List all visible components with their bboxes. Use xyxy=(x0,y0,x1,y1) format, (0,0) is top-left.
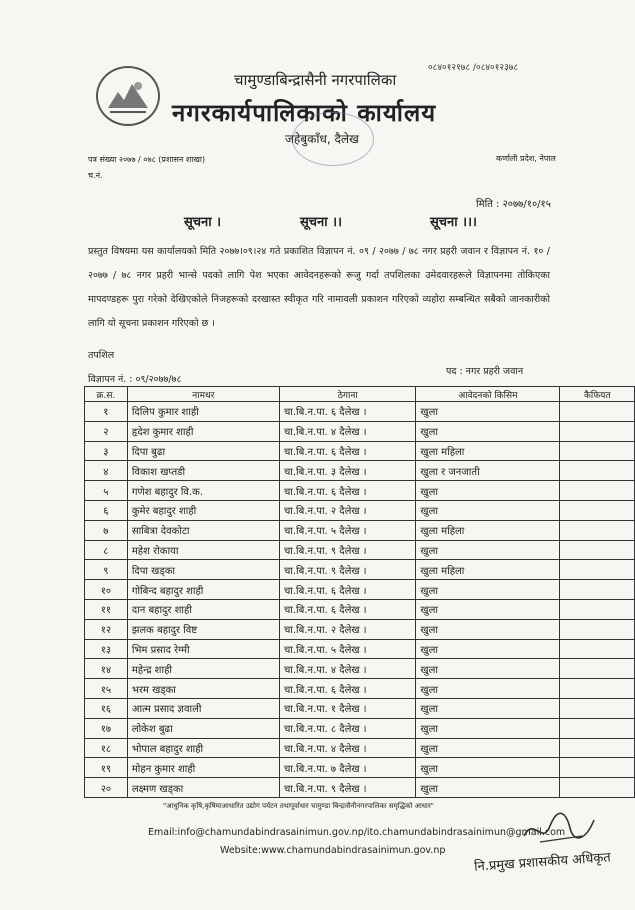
table-row xyxy=(85,441,635,461)
cell-application-type: खुला महिला xyxy=(416,520,560,540)
cell-application-type: खुला xyxy=(416,580,560,600)
table-row xyxy=(85,659,635,679)
table-row xyxy=(85,500,635,520)
cell-address: चा.बि.न.पा. १ दैलेख । xyxy=(279,698,415,718)
table-row xyxy=(85,778,635,798)
advert-number: विज्ञापन नं. : ०९/२०७७/७८ xyxy=(88,374,182,385)
cell-serial: १८ xyxy=(85,738,128,758)
cell-remarks xyxy=(560,619,635,639)
cell-remarks xyxy=(560,481,635,501)
cell-application-type: खुला xyxy=(416,619,560,639)
cell-application-type: खुला xyxy=(416,758,560,778)
cell-name: साबित्रा देवकोटा xyxy=(127,520,279,540)
cell-application-type: खुला xyxy=(416,718,560,738)
cell-address: चा.बि.न.पा. ७ दैलेख । xyxy=(279,758,415,778)
cell-remarks xyxy=(560,659,635,679)
cell-application-type: खुला xyxy=(416,421,560,441)
cell-serial: ७ xyxy=(85,520,128,540)
cell-remarks xyxy=(560,758,635,778)
org-name: चामुण्डाबिन्द्रासैनी नगरपालिका xyxy=(234,71,397,89)
table-row xyxy=(85,679,635,699)
cell-name: दान बहादुर शाही xyxy=(127,599,279,619)
cell-serial: १४ xyxy=(85,659,128,679)
cell-name: दिपा खड्का xyxy=(127,560,279,580)
cell-serial: १२ xyxy=(85,619,128,639)
cell-serial: १५ xyxy=(85,679,128,699)
header-application-type: आवेदनको किसिम xyxy=(416,387,560,402)
cell-address: चा.बि.न.पा. ५ दैलेख । xyxy=(279,639,415,659)
cell-remarks xyxy=(560,718,635,738)
cell-remarks xyxy=(560,580,635,600)
cell-address: चा.बि.न.पा. ६ दैलेख । xyxy=(279,599,415,619)
cell-name: कुमेर बहादुर शाही xyxy=(127,500,279,520)
cell-serial: १३ xyxy=(85,639,128,659)
cell-application-type: खुला xyxy=(416,639,560,659)
cell-serial: १ xyxy=(85,402,128,422)
table-row xyxy=(85,540,635,560)
cell-serial: १९ xyxy=(85,758,128,778)
table-row xyxy=(85,580,635,600)
cell-remarks xyxy=(560,639,635,659)
cell-application-type: खुला xyxy=(416,500,560,520)
cell-remarks xyxy=(560,500,635,520)
cell-serial: ५ xyxy=(85,481,128,501)
cell-remarks xyxy=(560,679,635,699)
cell-address: चा.बि.न.पा. ९ दैलेख । xyxy=(279,540,415,560)
cell-remarks xyxy=(560,778,635,798)
cell-remarks xyxy=(560,441,635,461)
office-location: जहेबुकाँध, दैलेख xyxy=(285,132,359,146)
table-row xyxy=(85,520,635,540)
notice-title-1: सूचना । xyxy=(184,215,222,230)
municipality-emblem-icon xyxy=(96,66,160,126)
details-label: तपशिल xyxy=(88,350,115,361)
cell-name: भोपाल बहादुर शाही xyxy=(127,738,279,758)
cell-name: विकाश खप्तडी xyxy=(127,461,279,481)
cell-name: भिम प्रसाद रेग्मी xyxy=(127,639,279,659)
cell-serial: २ xyxy=(85,421,128,441)
table-row xyxy=(85,718,635,738)
cell-remarks xyxy=(560,540,635,560)
cell-remarks xyxy=(560,599,635,619)
cell-address: चा.बि.न.पा. ६ दैलेख । xyxy=(279,402,415,422)
cell-serial: ४ xyxy=(85,461,128,481)
post-label: पद : नगर प्रहरी जवान xyxy=(446,366,524,377)
cell-serial: ९ xyxy=(85,560,128,580)
footer-slogan: "आधुनिक कृषि,कृषिमाआधारित उद्योग पर्यटन तथापूर्वाधार चामुण्डा बिन्द्रासैनीनगरपालिका समृद्धिको आधार" xyxy=(163,802,434,810)
cell-address: चा.बि.न.पा. २ दैलेख । xyxy=(279,619,415,639)
cell-application-type: खुला xyxy=(416,659,560,679)
office-title: नगरकार्यपालिकाको कार्यालय xyxy=(172,99,437,127)
cell-application-type: खुला महिला xyxy=(416,560,560,580)
cell-name: आत्म प्रसाद ज्ञवाली xyxy=(127,698,279,718)
table-header-row xyxy=(85,387,635,402)
header-name: नामथर xyxy=(127,387,279,402)
cell-name: दिपा बुढा xyxy=(127,441,279,461)
cell-address: चा.बि.न.पा. ३ दैलेख । xyxy=(279,461,415,481)
cell-address: चा.बि.न.पा. ६ दैलेख । xyxy=(279,580,415,600)
cell-remarks xyxy=(560,698,635,718)
header-serial: क्र.स. xyxy=(85,387,128,402)
cell-name: महेन्द्र शाही xyxy=(127,659,279,679)
cell-serial: २० xyxy=(85,778,128,798)
cell-name: महेश रोकाया xyxy=(127,540,279,560)
cell-name: दिलिप कुमार शाही xyxy=(127,402,279,422)
table-row xyxy=(85,738,635,758)
cell-name: गणेश बहादुर वि.क. xyxy=(127,481,279,501)
cell-name: हृदेश कुमार शाही xyxy=(127,421,279,441)
dispatch-number: च.नं. xyxy=(88,171,103,180)
cell-application-type: खुला xyxy=(416,698,560,718)
cell-serial: १६ xyxy=(85,698,128,718)
notice-date: मिति : २०७७/१०/१५ xyxy=(476,199,551,210)
cell-application-type: खुला xyxy=(416,738,560,758)
table-row xyxy=(85,461,635,481)
reference-number: पत्र संख्या २०७७ / ०७८ (प्रशासन शाखा) xyxy=(88,155,206,164)
table-row xyxy=(85,421,635,441)
cell-serial: ६ xyxy=(85,500,128,520)
notice-body: प्रस्तुत विषयमा यस कार्यालयको मिति २०७७।०९।२४ गते प्रकाशित विज्ञापन नं. ०९ / २०७७ / ७८ नगर प्रहरी जवान र विज्ञापन नं. १० / २०७७ / ७८ नगर प्रहरी भान्से पदको लागि पेश भएका आवेदनहरूको रूजु गर्दा तपशिलका उमेदवारहरूले विज्ञापनमा तोकिएका मापदण्डहरू पुरा गरेको देखिएकोले निजहरूको दरखास्त स्वीकृत गरि नामावली प्रकाशन गरिएको व्यहोरा सम्बन्धित सबैको जानकारीको लागि यो सूचना प्रकाशन गरिएको छ । xyxy=(88,246,550,329)
cell-serial: १० xyxy=(85,580,128,600)
cell-name: मोहन कुमार शाही xyxy=(127,758,279,778)
cell-address: चा.बि.न.पा. ६ दैलेख । xyxy=(279,679,415,699)
cell-application-type: खुला xyxy=(416,599,560,619)
cell-address: चा.बि.न.पा. ४ दैलेख । xyxy=(279,659,415,679)
province: कर्णाली प्रदेश, नेपाल xyxy=(496,154,556,163)
phone-numbers: ०८४०१२१७८ /०८४०१२३७८ xyxy=(428,63,519,73)
signatory-title: नि.प्रमुख प्रशासकीय अधिकृत xyxy=(473,850,612,875)
header-address: ठेगाना xyxy=(279,387,415,402)
table-row xyxy=(85,639,635,659)
cell-application-type: खुला र जनजाती xyxy=(416,461,560,481)
cell-application-type: खुला महिला xyxy=(416,441,560,461)
cell-serial: ११ xyxy=(85,599,128,619)
cell-remarks xyxy=(560,461,635,481)
notice-title-3: सूचना ।।। xyxy=(430,215,477,230)
cell-name: लक्ष्मण खड्का xyxy=(127,778,279,798)
table-row xyxy=(85,758,635,778)
notice-title-2: सूचना ।। xyxy=(300,215,343,230)
cell-serial: १७ xyxy=(85,718,128,738)
contact-website: Website:www.chamundabindrasainimun.gov.np xyxy=(220,845,446,856)
table-row xyxy=(85,481,635,501)
candidate-table xyxy=(84,386,635,798)
contact-email: Email:info@chamundabindrasainimun.gov.np/ito.chamundabindrasainimun@gmail.com xyxy=(148,827,566,838)
table-row xyxy=(85,599,635,619)
cell-address: चा.बि.न.पा. ८ दैलेख । xyxy=(279,718,415,738)
cell-application-type: खुला xyxy=(416,402,560,422)
table-row xyxy=(85,698,635,718)
cell-address: चा.बि.न.पा. ९ दैलेख । xyxy=(279,778,415,798)
cell-remarks xyxy=(560,421,635,441)
cell-address: चा.बि.न.पा. ९ दैलेख । xyxy=(279,560,415,580)
cell-remarks xyxy=(560,560,635,580)
cell-address: चा.बि.न.पा. ४ दैलेख । xyxy=(279,421,415,441)
table-row xyxy=(85,560,635,580)
cell-serial: ३ xyxy=(85,441,128,461)
cell-remarks xyxy=(560,402,635,422)
table-row xyxy=(85,619,635,639)
cell-serial: ८ xyxy=(85,540,128,560)
cell-name: गोबिन्द बहादुर शाही xyxy=(127,580,279,600)
cell-address: चा.बि.न.पा. ६ दैलेख । xyxy=(279,441,415,461)
header-remarks: कैफियत xyxy=(560,387,635,402)
table-row xyxy=(85,402,635,422)
cell-name: झलक बहादुर विष्ट xyxy=(127,619,279,639)
cell-name: भरम खड्का xyxy=(127,679,279,699)
cell-address: चा.बि.न.पा. ४ दैलेख । xyxy=(279,738,415,758)
cell-application-type: खुला xyxy=(416,679,560,699)
cell-application-type: खुला xyxy=(416,778,560,798)
cell-remarks xyxy=(560,738,635,758)
cell-address: चा.बि.न.पा. २ दैलेख । xyxy=(279,500,415,520)
cell-address: चा.बि.न.पा. ६ दैलेख । xyxy=(279,481,415,501)
cell-application-type: खुला xyxy=(416,481,560,501)
cell-name: लोकेश बुढा xyxy=(127,718,279,738)
cell-address: चा.बि.न.पा. ५ दैलेख । xyxy=(279,520,415,540)
cell-remarks xyxy=(560,520,635,540)
cell-application-type: खुला xyxy=(416,540,560,560)
